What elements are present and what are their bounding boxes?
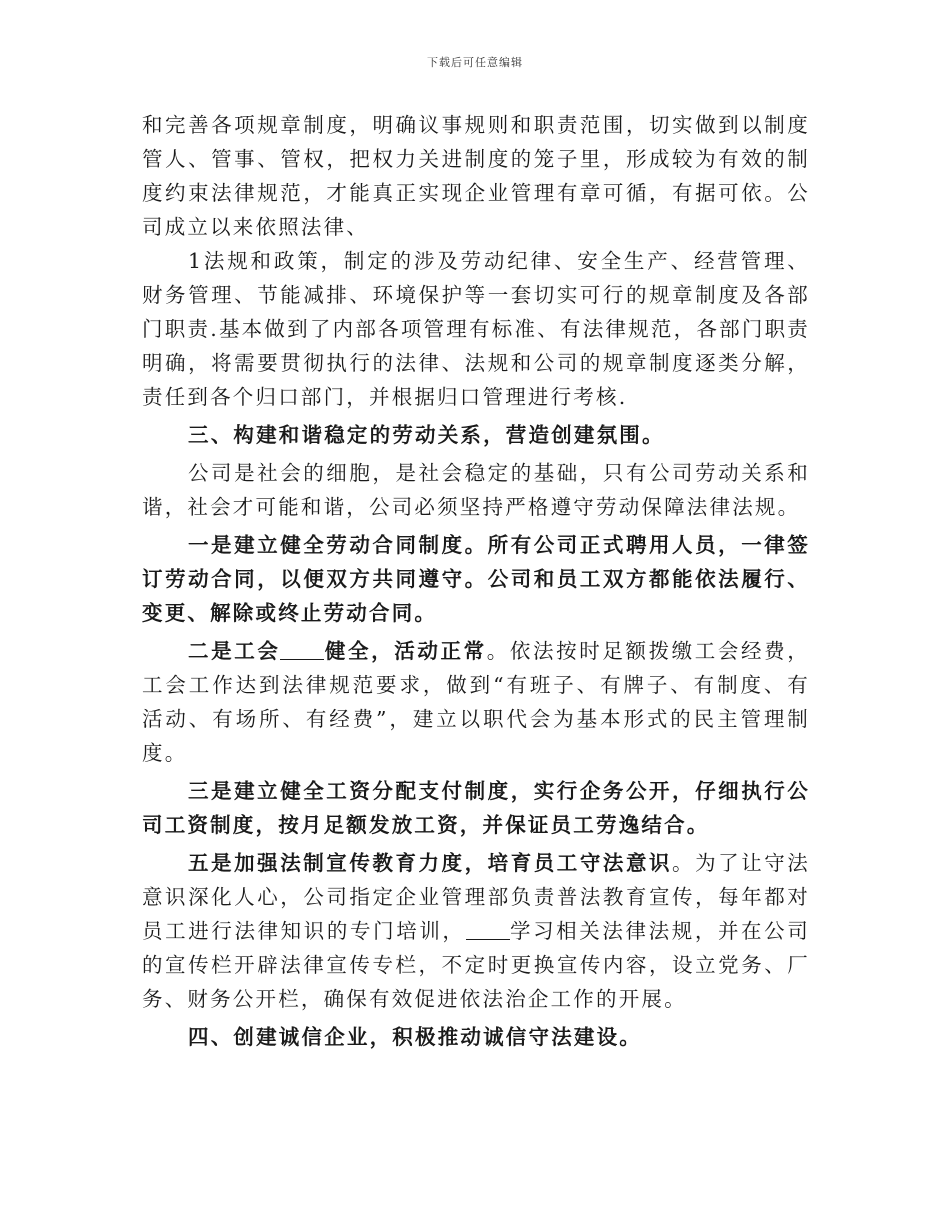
page-header: 下载后可任意编辑 [427, 56, 523, 69]
blank-underline [466, 917, 510, 940]
blank-underline [280, 637, 324, 660]
section-heading-3: 三、构建和谐稳定的劳动关系，营造创建氛围。 [188, 423, 665, 447]
paragraph-6 [142, 634, 810, 770]
paragraph-7: 三是建立健全工资分配支付制度，实行企务公开，仔细执行公司工资制度，按月足额发放工资，并保证员工劳逸结合。 [142, 779, 810, 837]
section-heading-4: 四、创建诚信企业，积极推动诚信守法建设。 [188, 1025, 642, 1049]
paragraph-2: 1法规和政策，制定的涉及劳动纪律、安全生产、经营管理、财务管理、节能减排、环境保护等一套切实可行的规章制度及各部门职责.基本做到了内部各项管理有标准、有法律规范，各部门职责明确，将需要贯彻执行的法律、法规和公司的规章制度逐类分解，责任到各个归口部门，并根据归口管理进行考核. [142, 249, 810, 409]
paragraph-6-body: 。依法按时足额拨缴工会经费，工会工作达到法律规范要求，做到“有班子、有牌子、有制度、有活动、有场所、有经费”，建立以职代会为基本形式的民主管理制度。 [142, 639, 810, 765]
paragraph-8-body-b: 学习相关法律法规，并在公司的宣传栏开辟法律宣传专栏，不定时更换宣传内容，设立党务、厂务、财务公开栏，确保有效促进依法治企工作的开展。 [142, 919, 810, 1011]
document-body [142, 108, 810, 1054]
paragraph-1: 和完善各项规章制度，明确议事规则和职责范围，切实做到以制度管人、管事、管权，把权力关进制度的笼子里，形成较为有效的制度约束法律规范，才能真正实现企业管理有章可循，有据可依。公司成立以来依照法律、 [142, 113, 810, 239]
paragraph-8-body-a: 。为了让守法意识深化人心，公司指定企业管理部负责普法教育宣传，每年都对员工进行法律知识的专门培训， [142, 851, 810, 943]
paragraph-4: 公司是社会的细胞，是社会稳定的基础，只有公司劳动关系和谐，社会才可能和谐，公司必须坚持严格遵守劳动保障法律法规。 [142, 461, 810, 519]
paragraph-8 [142, 846, 810, 1016]
paragraph-6-lead-a: 二是工会 [188, 639, 281, 663]
paragraph-5: 一是建立健全劳动合同制度。所有公司正式聘用人员，一律签订劳动合同，以便双方共同遵守。公司和员工双方都能依法履行、变更、解除或终止劳动合同。 [142, 533, 810, 625]
paragraph-6-lead-b: 健全，活动正常 [324, 639, 487, 663]
paragraph-8-lead: 五是加强法制宣传教育力度，培育员工守法意识 [188, 851, 673, 875]
